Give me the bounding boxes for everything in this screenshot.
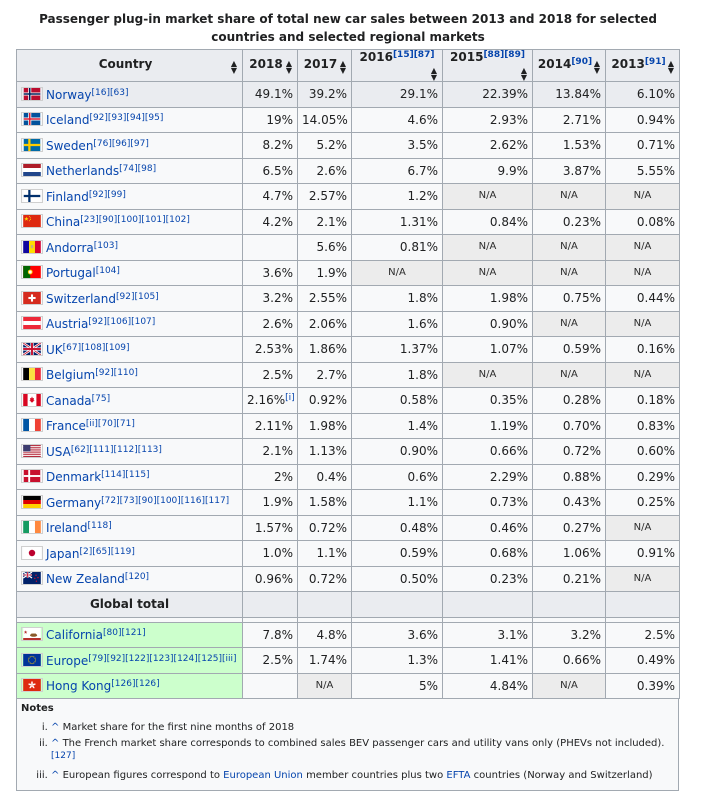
value-cell-2017: 5.2% xyxy=(298,133,352,159)
value-cell-2014: 0.75% xyxy=(533,286,606,312)
value-cell-2013: N/A xyxy=(606,235,680,261)
table-row xyxy=(17,337,680,363)
country-refs[interactable]: [74][98] xyxy=(119,164,157,175)
value-cell-2016: 1.8% xyxy=(352,286,443,312)
country-cell xyxy=(17,648,243,674)
value-cell-2016: 5% xyxy=(352,673,443,699)
value-cell-2018: 19% xyxy=(243,107,298,133)
value-cell-2016: 1.1% xyxy=(352,490,443,516)
value-cell-2014: N/A xyxy=(533,235,606,261)
value-cell-2017: 1.74% xyxy=(298,648,352,674)
value-cell-2016: 3.6% xyxy=(352,622,443,648)
country-refs[interactable]: [80][121] xyxy=(102,628,146,639)
value-cell-2016: 0.6% xyxy=(352,464,443,490)
efta-link[interactable]: EFTA xyxy=(446,770,471,781)
table-row xyxy=(17,235,680,261)
value-cell-2017: 4.8% xyxy=(298,622,352,648)
value-cell-2015: N/A xyxy=(443,260,533,286)
value-cell-2013: N/A xyxy=(606,184,680,210)
value-cell-2015: N/A xyxy=(443,235,533,261)
denmark-flag-icon xyxy=(21,469,43,483)
country-cell xyxy=(17,82,243,108)
country-cell xyxy=(17,235,243,261)
value-cell-2018: 4.7% xyxy=(243,184,298,210)
value-cell-2013: 0.71% xyxy=(606,133,680,159)
norway-flag-icon xyxy=(21,87,43,101)
value-cell-2018: 3.2% xyxy=(243,286,298,312)
value-cell-2017: N/A xyxy=(298,673,352,699)
netherlands-flag-icon xyxy=(21,163,43,177)
header-ref-2013[interactable]: [91] xyxy=(644,57,666,67)
table-row xyxy=(17,107,680,133)
value-cell-2014: 3.87% xyxy=(533,158,606,184)
country-link[interactable]: Finland xyxy=(46,189,89,204)
value-cell-2014: N/A xyxy=(533,673,606,699)
value-cell-2014: 0.70% xyxy=(533,413,606,439)
value-cell-2015: 0.35% xyxy=(443,388,533,414)
sort-icon[interactable]: ▲ ▼ xyxy=(339,59,347,75)
value-cell-2018: 3.6% xyxy=(243,260,298,286)
value-cell-2018: 2.53% xyxy=(243,337,298,363)
country-refs[interactable]: [92][106][107] xyxy=(88,317,156,328)
value-cell-2018: 4.2% xyxy=(243,209,298,235)
country-rows xyxy=(17,82,680,592)
value-cell-2013: 0.08% xyxy=(606,209,680,235)
value-cell-2013: 6.10% xyxy=(606,82,680,108)
japan-flag-icon xyxy=(21,546,43,560)
value-cell-2017: 1.13% xyxy=(298,439,352,465)
value-cell-2016: 1.31% xyxy=(352,209,443,235)
table-row xyxy=(17,490,680,516)
global-total-row xyxy=(17,592,680,618)
country-refs[interactable]: [120] xyxy=(124,572,150,583)
germany-flag-icon xyxy=(21,495,43,509)
country-cell xyxy=(17,673,243,699)
column-header-2014[interactable]: 2014[90] ▲ ▼ xyxy=(533,50,606,82)
header-ref-2016[interactable]: [15][87] xyxy=(392,50,435,60)
value-cell-2015: 2.29% xyxy=(443,464,533,490)
value-cell-2016: 4.6% xyxy=(352,107,443,133)
global-section xyxy=(17,592,680,623)
france-flag-icon xyxy=(21,418,43,432)
value-cell-2018 xyxy=(243,673,298,699)
value-cell-2014: 0.59% xyxy=(533,337,606,363)
country-link[interactable]: USA xyxy=(46,444,71,459)
value-cell-2016: N/A xyxy=(352,260,443,286)
country-link[interactable]: Ireland xyxy=(46,521,88,536)
value-cell-2016: 0.59% xyxy=(352,541,443,567)
value-cell-2017: 1.98% xyxy=(298,413,352,439)
column-header-2017[interactable]: 2017 ▲ ▼ xyxy=(298,50,352,82)
andorra-flag-icon xyxy=(21,240,43,254)
table-row xyxy=(17,82,680,108)
value-cell-2017: 2.57% xyxy=(298,184,352,210)
value-cell-2014: N/A xyxy=(533,260,606,286)
value-cell-2013: 0.39% xyxy=(606,673,680,699)
country-link[interactable]: Denmark xyxy=(46,470,102,485)
sort-icon[interactable]: ▲ ▼ xyxy=(593,59,601,75)
table-row xyxy=(17,541,680,567)
value-cell-2018: 1.9% xyxy=(243,490,298,516)
backlink-caret[interactable]: ^ xyxy=(51,738,60,749)
value-cell-2015: 1.19% xyxy=(443,413,533,439)
country-cell xyxy=(17,515,243,541)
value-cell-2013: 0.25% xyxy=(606,490,680,516)
value-cell-2015: 4.84% xyxy=(443,673,533,699)
value-cell-2013: 0.60% xyxy=(606,439,680,465)
sweden-flag-icon xyxy=(21,138,43,152)
global-total-label: Global total xyxy=(17,592,243,618)
country-cell xyxy=(17,622,243,648)
table-row xyxy=(17,515,680,541)
value-cell-2014: 13.84% xyxy=(533,82,606,108)
value-cell-2015: 0.73% xyxy=(443,490,533,516)
value-cell-2013: 0.49% xyxy=(606,648,680,674)
value-cell-2013: 0.18% xyxy=(606,388,680,414)
value-cell-2017: 2.1% xyxy=(298,209,352,235)
country-refs[interactable]: [16][63] xyxy=(91,87,129,98)
column-header-2015[interactable]: 2015[88][89] ▲ ▼ xyxy=(443,50,533,82)
belgium-flag-icon xyxy=(21,367,43,381)
value-cell-2014: 2.71% xyxy=(533,107,606,133)
header-ref-2014[interactable]: [90] xyxy=(571,57,593,67)
country-cell xyxy=(17,490,243,516)
country-refs[interactable]: [92][99] xyxy=(88,189,126,200)
value-cell-2016: 1.4% xyxy=(352,413,443,439)
value-cell-2018: 2.6% xyxy=(243,311,298,337)
value-cell-2015: 2.93% xyxy=(443,107,533,133)
canada-flag-icon xyxy=(21,393,43,407)
country-link[interactable]: Belgium xyxy=(46,368,96,383)
table-row xyxy=(17,362,680,388)
country-link[interactable]: Iceland xyxy=(46,113,90,128)
value-cell-2018: 2.5% xyxy=(243,648,298,674)
hong-kong-flag-icon xyxy=(21,678,43,692)
value-cell-2016: 6.7% xyxy=(352,158,443,184)
value-cell-2015: 0.46% xyxy=(443,515,533,541)
country-cell xyxy=(17,184,243,210)
europe-flag-icon xyxy=(21,653,43,667)
value-cell-2017: 2.7% xyxy=(298,362,352,388)
value-cell-2013: 0.94% xyxy=(606,107,680,133)
value-cell-2015: 22.39% xyxy=(443,82,533,108)
value-cell-2017: 0.4% xyxy=(298,464,352,490)
china-flag-icon xyxy=(21,214,43,228)
value-cell-2017: 0.92% xyxy=(298,388,352,414)
value-cell-2014: 0.27% xyxy=(533,515,606,541)
country-refs[interactable]: [118] xyxy=(87,521,112,532)
value-cell-2014: 1.53% xyxy=(533,133,606,159)
value-cell-2015: 1.98% xyxy=(443,286,533,312)
value-cell-2016: 0.50% xyxy=(352,566,443,592)
column-header-country[interactable]: Country ▲ ▼ xyxy=(17,50,243,82)
country-cell xyxy=(17,133,243,159)
value-cell-2015: N/A xyxy=(443,184,533,210)
value-cell-2017: 0.72% xyxy=(298,515,352,541)
new-zealand-flag-icon xyxy=(21,571,43,585)
column-header-2016[interactable]: 2016[15][87] ▲ ▼ xyxy=(352,50,443,82)
value-cell-2017: 5.6% xyxy=(298,235,352,261)
note-ref[interactable]: [127] xyxy=(51,751,76,761)
table-row xyxy=(17,209,680,235)
value-cell-2014: 0.43% xyxy=(533,490,606,516)
country-link[interactable]: Germany xyxy=(46,495,102,510)
value-cell-2016: 1.8% xyxy=(352,362,443,388)
value-cell-2014: 0.23% xyxy=(533,209,606,235)
value-cell-2016: 3.5% xyxy=(352,133,443,159)
value-cell-2013: 0.91% xyxy=(606,541,680,567)
country-cell xyxy=(17,311,243,337)
value-cell-2016: 1.37% xyxy=(352,337,443,363)
table-row xyxy=(17,158,680,184)
country-link[interactable]: Norway xyxy=(46,87,92,102)
country-refs[interactable]: [104] xyxy=(95,266,120,277)
column-header-2013[interactable]: 2013[91] ▲ ▼ xyxy=(606,50,680,82)
value-cell-2016: 1.2% xyxy=(352,184,443,210)
california-flag-icon xyxy=(21,627,43,641)
country-link[interactable]: France xyxy=(46,419,86,434)
header-row xyxy=(17,50,680,82)
country-cell xyxy=(17,566,243,592)
table-row xyxy=(17,260,680,286)
table-row xyxy=(17,311,680,337)
country-refs[interactable]: [75] xyxy=(91,393,111,404)
country-refs[interactable]: [2][65][119] xyxy=(79,546,135,557)
notes-heading: Notes xyxy=(21,703,54,714)
value-cell-2014: 0.21% xyxy=(533,566,606,592)
note-item: i. ^ Market share for the first nine months of 2018 xyxy=(51,720,678,736)
value-cell-2014: 0.66% xyxy=(533,648,606,674)
sort-icon[interactable]: ▲ ▼ xyxy=(520,66,528,82)
value-cell-2015: 0.68% xyxy=(443,541,533,567)
country-refs[interactable]: [72][73][90][100][116][117] xyxy=(101,495,230,506)
value-cell-2017: 1.9% xyxy=(298,260,352,286)
value-cell-2013: 0.44% xyxy=(606,286,680,312)
country-link[interactable]: Sweden xyxy=(46,138,94,153)
value-cell-2014: 3.2% xyxy=(533,622,606,648)
value-cell-2013: 0.16% xyxy=(606,337,680,363)
country-link[interactable]: New Zealand xyxy=(46,572,125,587)
market-share-table-wrapper xyxy=(16,8,680,791)
table-row xyxy=(17,184,680,210)
value-cell-2016: 0.81% xyxy=(352,235,443,261)
country-link[interactable]: Andorra xyxy=(46,240,94,255)
value-cell-2018: 2.1% xyxy=(243,439,298,465)
value-cell-2017: 39.2% xyxy=(298,82,352,108)
value-cell-2015: 0.66% xyxy=(443,439,533,465)
value-cell-2013: N/A xyxy=(606,566,680,592)
value-cell-2017: 0.72% xyxy=(298,566,352,592)
country-link[interactable]: Austria xyxy=(46,317,89,332)
value-cell-2018: 2.11% xyxy=(243,413,298,439)
table-caption: Passenger plug-in market share of total new car sales between 2013 and 2018 for selected countries and selected regional markets xyxy=(39,12,657,44)
country-link[interactable]: Switzerland xyxy=(46,291,116,306)
sort-icon[interactable]: ▲ ▼ xyxy=(285,59,293,75)
country-link[interactable]: Hong Kong xyxy=(46,679,112,694)
country-cell xyxy=(17,541,243,567)
value-cell-2018 xyxy=(243,235,298,261)
value-cell-2015: 1.41% xyxy=(443,648,533,674)
value-cell-2015: 0.84% xyxy=(443,209,533,235)
country-cell xyxy=(17,464,243,490)
value-cell-2017: 2.06% xyxy=(298,311,352,337)
value-cell-2015: 1.07% xyxy=(443,337,533,363)
sort-icon[interactable]: ▲ ▼ xyxy=(230,59,238,75)
country-refs[interactable]: [126][126] xyxy=(111,679,160,690)
value-cell-2016: 0.58% xyxy=(352,388,443,414)
region-row xyxy=(17,673,680,699)
value-cell-2018: 2.16%[i] xyxy=(243,388,298,414)
value-cell-2016: 0.90% xyxy=(352,439,443,465)
country-refs[interactable]: [79][92][122][123][124][125][iii] xyxy=(88,653,237,664)
finland-flag-icon xyxy=(21,189,43,203)
value-cell-2014: N/A xyxy=(533,184,606,210)
european-union-link[interactable]: European Union xyxy=(223,770,303,781)
value-cell-2017: 1.58% xyxy=(298,490,352,516)
value-cell-2013: 2.5% xyxy=(606,622,680,648)
value-cell-2016: 1.6% xyxy=(352,311,443,337)
value-cell-2014: 0.72% xyxy=(533,439,606,465)
notes-section xyxy=(16,699,679,791)
table-row xyxy=(17,388,680,414)
value-cell-2014: N/A xyxy=(533,311,606,337)
value-cell-2018: 7.8% xyxy=(243,622,298,648)
country-link[interactable]: Portugal xyxy=(46,266,96,281)
ireland-flag-icon xyxy=(21,520,43,534)
value-cell-2013: N/A xyxy=(606,260,680,286)
value-cell-2017: 2.6% xyxy=(298,158,352,184)
country-cell xyxy=(17,260,243,286)
column-header-2018[interactable]: 2018 ▲ ▼ xyxy=(243,50,298,82)
portugal-flag-icon xyxy=(21,265,43,279)
table-row xyxy=(17,413,680,439)
note-item: ii. ^ The French market share corresponds to combined sales BEV passenger cars and utility vans only (PHEVs not included).[127] xyxy=(51,736,678,768)
switzerland-flag-icon xyxy=(21,291,43,305)
value-cell-2014: 0.88% xyxy=(533,464,606,490)
region-rows xyxy=(17,622,680,699)
value-cell-2015: 0.90% xyxy=(443,311,533,337)
country-cell xyxy=(17,337,243,363)
table-row xyxy=(17,566,680,592)
usa-flag-icon xyxy=(21,444,43,458)
country-cell xyxy=(17,439,243,465)
value-cell-2017: 14.05% xyxy=(298,107,352,133)
country-cell xyxy=(17,413,243,439)
country-cell xyxy=(17,362,243,388)
note-item: iii. ^ European figures correspond to European Union member countries plus two EFTA countries (Norway and Switzerland) xyxy=(51,768,678,784)
value-cell-2014: 1.06% xyxy=(533,541,606,567)
value-cell-2018: 0.96% xyxy=(243,566,298,592)
value-cell-2018: 2.5% xyxy=(243,362,298,388)
value-cell-2013: 5.55% xyxy=(606,158,680,184)
value-cell-2013: N/A xyxy=(606,311,680,337)
country-link[interactable]: California xyxy=(46,628,103,643)
value-cell-2018: 49.1% xyxy=(243,82,298,108)
country-refs[interactable]: [92][93][94][95] xyxy=(89,113,164,124)
country-link[interactable]: Japan xyxy=(46,546,80,561)
table-row xyxy=(17,439,680,465)
country-link[interactable]: Europe xyxy=(46,653,89,668)
value-cell-2015: N/A xyxy=(443,362,533,388)
table-row xyxy=(17,464,680,490)
value-cell-2013: 0.83% xyxy=(606,413,680,439)
value-cell-2016: 29.1% xyxy=(352,82,443,108)
country-refs[interactable]: [114][115] xyxy=(101,470,150,481)
country-refs[interactable]: [92][110] xyxy=(95,368,138,379)
value-cell-2015: 9.9% xyxy=(443,158,533,184)
table-row xyxy=(17,133,680,159)
value-cell-2018: 8.2% xyxy=(243,133,298,159)
value-cell-2016: 0.48% xyxy=(352,515,443,541)
sort-icon[interactable]: ▲ ▼ xyxy=(667,59,675,75)
value-cell-2016: 1.3% xyxy=(352,648,443,674)
country-refs[interactable]: [ii][70][71] xyxy=(85,419,135,430)
market-share-table xyxy=(16,49,680,699)
value-cell-2017: 2.55% xyxy=(298,286,352,312)
country-link[interactable]: Netherlands xyxy=(46,164,120,179)
uk-flag-icon xyxy=(21,342,43,356)
backlink-caret[interactable]: ^ xyxy=(51,770,60,781)
value-cell-2014: 0.28% xyxy=(533,388,606,414)
value-cell-2013: N/A xyxy=(606,515,680,541)
value-cell-2017: 1.86% xyxy=(298,337,352,363)
header-ref-2015[interactable]: [88][89] xyxy=(483,50,525,60)
country-refs[interactable]: [76][96][97] xyxy=(93,138,149,149)
country-refs[interactable]: [103] xyxy=(93,240,118,251)
country-cell xyxy=(17,107,243,133)
value-cell-2017: 1.1% xyxy=(298,541,352,567)
region-row xyxy=(17,622,680,648)
country-refs[interactable]: [92][105] xyxy=(116,291,159,302)
value-cell-2018: 2% xyxy=(243,464,298,490)
country-cell xyxy=(17,388,243,414)
value-cell-2013: N/A xyxy=(606,362,680,388)
value-cell-2014: N/A xyxy=(533,362,606,388)
iceland-flag-icon xyxy=(21,112,43,126)
value-cell-2018: 1.0% xyxy=(243,541,298,567)
country-link[interactable]: UK xyxy=(46,342,63,357)
country-refs[interactable]: [67][108][109] xyxy=(62,342,130,353)
country-link[interactable]: China xyxy=(46,215,81,230)
value-cell-2018: 6.5% xyxy=(243,158,298,184)
country-refs[interactable]: [62][111][112][113] xyxy=(70,444,162,455)
country-link[interactable]: Canada xyxy=(46,393,92,408)
value-note-ref[interactable]: [i] xyxy=(285,393,295,404)
sort-icon[interactable]: ▲ ▼ xyxy=(430,66,438,82)
country-cell xyxy=(17,286,243,312)
value-cell-2015: 0.23% xyxy=(443,566,533,592)
table-row xyxy=(17,286,680,312)
notes-list xyxy=(17,720,678,784)
value-cell-2015: 3.1% xyxy=(443,622,533,648)
value-cell-2015: 2.62% xyxy=(443,133,533,159)
country-refs[interactable]: [23][90][100][101][102] xyxy=(80,215,190,226)
austria-flag-icon xyxy=(21,316,43,330)
value-cell-2018: 1.57% xyxy=(243,515,298,541)
country-cell xyxy=(17,158,243,184)
value-cell-2013: 0.29% xyxy=(606,464,680,490)
backlink-caret[interactable]: ^ xyxy=(51,722,60,733)
region-row xyxy=(17,648,680,674)
country-cell xyxy=(17,209,243,235)
